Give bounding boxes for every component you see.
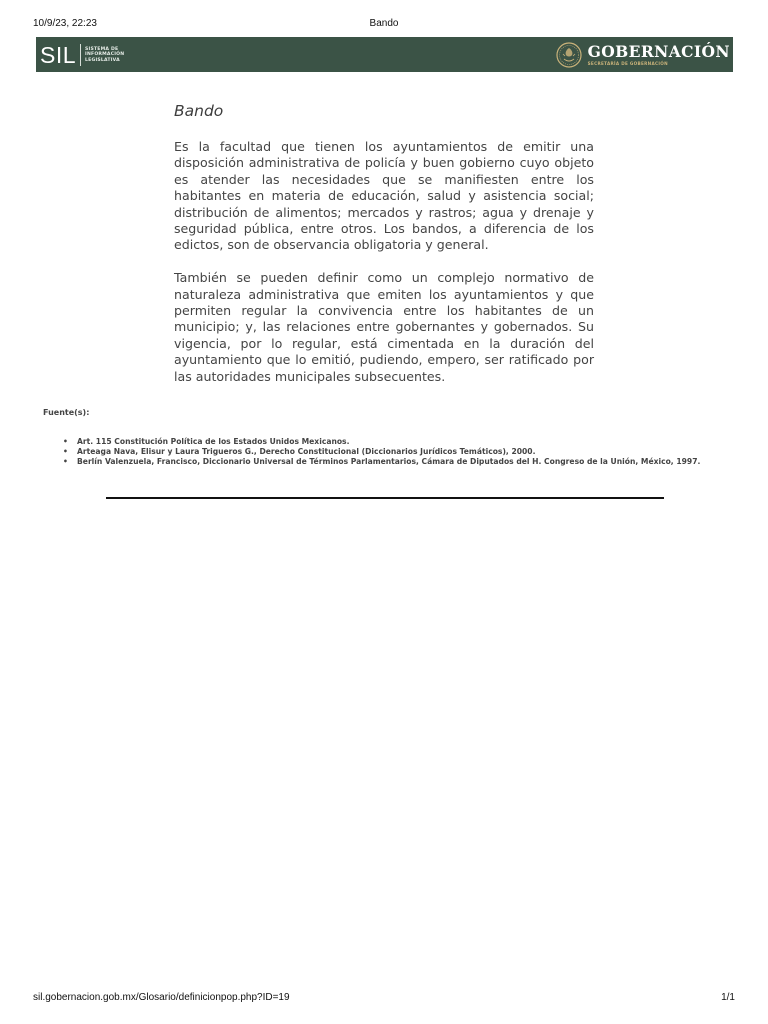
page-number: 1/1 (721, 992, 735, 1003)
sources-list (63, 437, 731, 467)
sources-label: Fuente(s): (43, 408, 90, 417)
gobernacion-subtitle: SECRETARÍA DE GOBERNACIÓN (587, 61, 668, 66)
source-item: • Arteaga Nava, Elisur y Laura Trigueros G., Derecho Constitucional (Diccionarios Jurídicos Temáticos), 2000. (63, 447, 731, 457)
site-banner (36, 37, 733, 72)
sil-subtitle (85, 47, 129, 64)
sil-wordmark: SIL (40, 42, 77, 68)
sil-subtitle-line: SISTEMA DE (85, 46, 119, 52)
definition-paragraph: También se pueden definir como un complejo normativo de naturaleza administrativa que emiten los ayuntamientos y que permiten regular la convivencia entre los habitantes de un municipio; y, las relaciones entre gobernantes y gobernados. Su vigencia, por lo regular, está cimentada en la duración del ayuntamiento que lo emitió, pudiendo, empero, ser ratificado por las autoridades municipales subsecuentes. (174, 270, 594, 384)
source-item: • Berlín Valenzuela, Francisco, Diccionario Universal de Términos Parlamentarios, Cámara de Diputados del H. Congreso de la Unión, México, 1997. (63, 457, 731, 467)
sil-logo[interactable] (40, 42, 129, 68)
horizontal-rule (106, 497, 664, 499)
sil-subtitle-line: LEGISLATIVA (85, 57, 120, 63)
print-footer (33, 992, 735, 1006)
sil-subtitle-line: INFORMACIÓN (85, 52, 125, 58)
national-seal-icon (556, 42, 582, 68)
gobernacion-text (588, 43, 730, 66)
print-datetime: 10/9/23, 22:23 (33, 18, 97, 29)
sil-divider (80, 44, 81, 66)
term-definition (174, 139, 594, 401)
print-url[interactable]: sil.gobernacion.gob.mx/Glosario/definicionpop.php?ID=19 (33, 992, 290, 1003)
source-item: • Art. 115 Constitución Política de los Estados Unidos Mexicanos. (63, 437, 731, 447)
gobernacion-wordmark: GOBERNACIÓN (587, 42, 730, 61)
term-title: Bando (174, 102, 224, 120)
definition-paragraph: Es la facultad que tienen los ayuntamientos de emitir una disposición administrativa de policía y buen gobierno cuyo objeto es atender las necesidades que se manifiesten entre los habitantes en materia de educación, salud y asistencia social; distribución de alimentos; mercados y rastros; agua y drenaje y seguridad pública, entre otros. Los bandos, a diferencia de los edictos, son de observancia obligatoria y general. (174, 139, 594, 253)
print-page-title: Bando (369, 18, 399, 29)
print-header (33, 18, 735, 32)
gobernacion-logo[interactable] (556, 40, 730, 69)
